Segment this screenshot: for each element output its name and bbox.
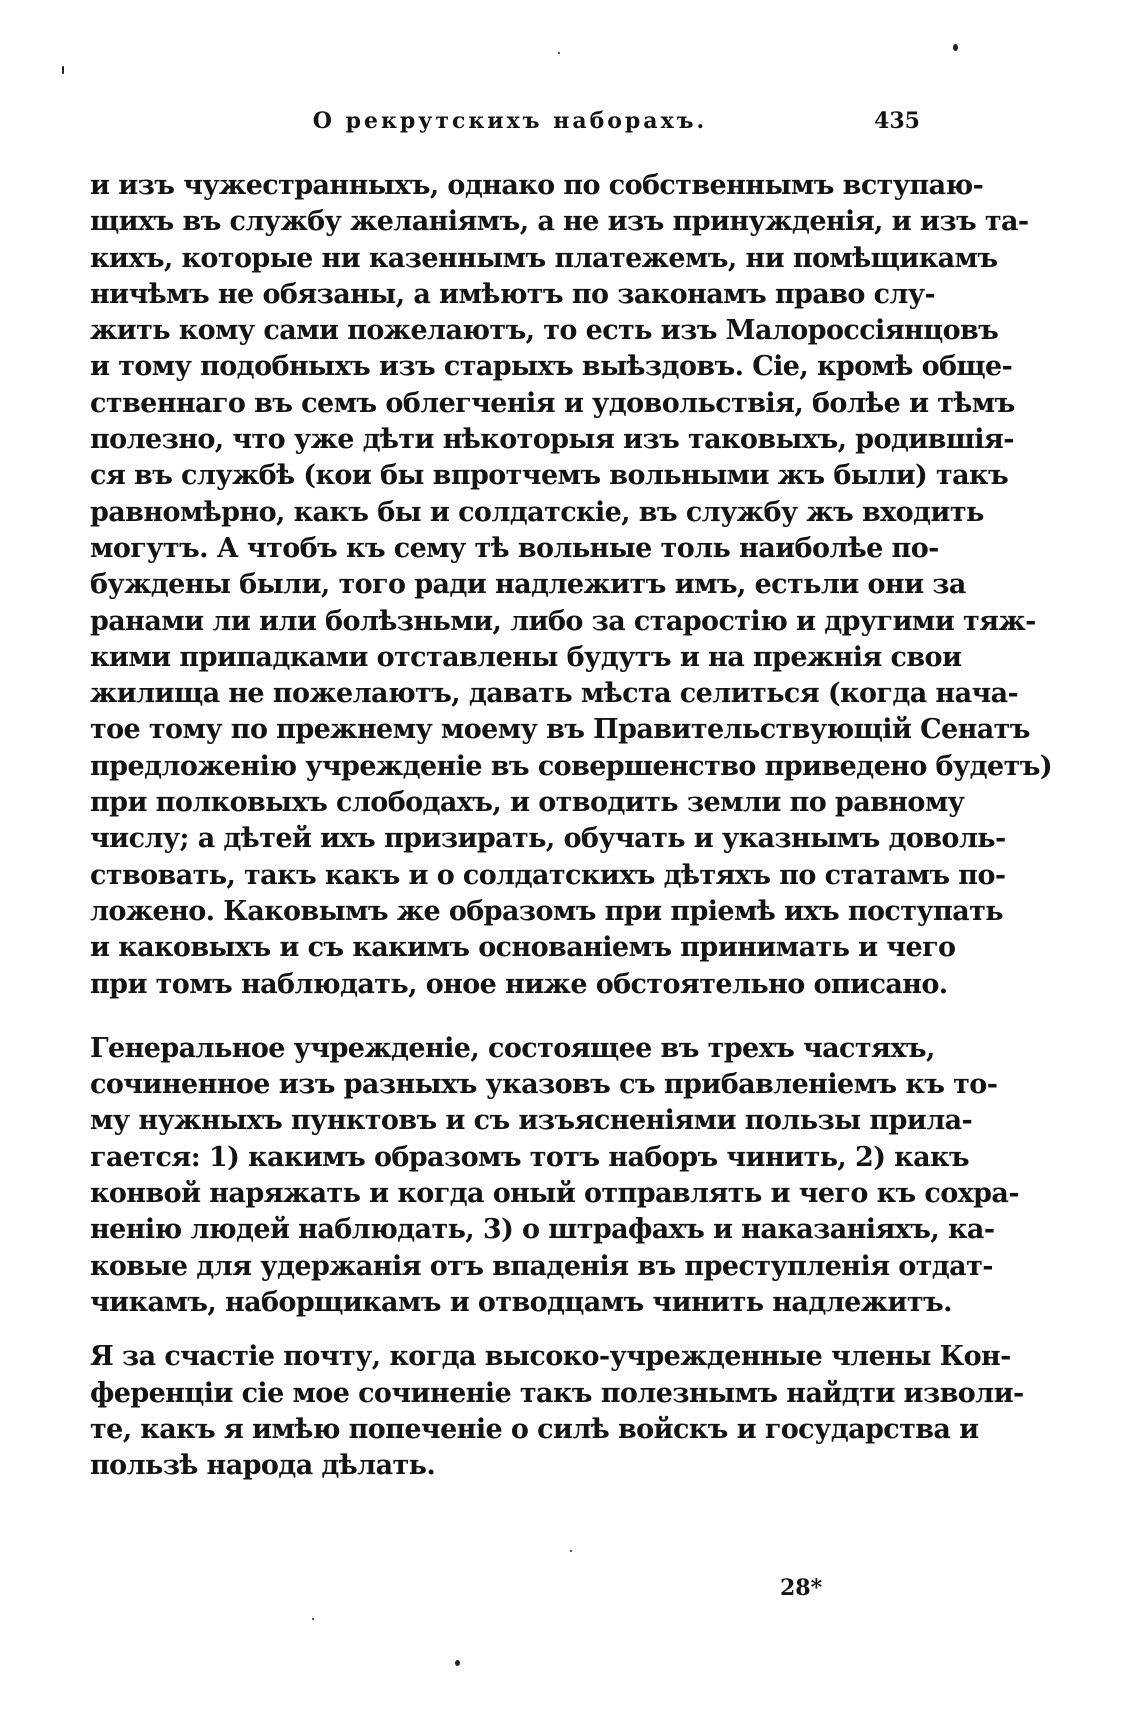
text-line: равномѣрно, какъ бы и солдатскіе, въ службу жъ входить <box>90 496 984 528</box>
text-line: пользѣ народа дѣлать. <box>90 1450 436 1482</box>
text-line: и тому подобныхъ изъ старыхъ выѣздовъ. Сіе, кромѣ обще- <box>90 351 1013 383</box>
text-line: буждены были, того ради надлежитъ имъ, естьли они за <box>90 569 966 601</box>
text-line: ковые для удержанія отъ впаденія въ преступленія отдат- <box>90 1250 993 1282</box>
paragraph-2 <box>90 1031 1019 1321</box>
text-line: при полковыхъ слободахъ, и отводить земли по равному <box>90 787 965 819</box>
text-line: гается: 1) какимъ образомъ тотъ наборъ чинить, 2) какъ <box>90 1141 969 1173</box>
text-line: ранами ли или болѣзньми, либо за старостію и другими тяж- <box>90 605 1036 637</box>
text-line: жилища не пожелаютъ, давать мѣста селиться (когда нача- <box>90 678 1019 710</box>
text-line: ференціи сіе мое сочиненіе такъ полезнымъ найдти изволи- <box>90 1377 1024 1409</box>
text-line: предложенію учрежденіе въ совершенство приведено будетъ) <box>90 750 1053 782</box>
text-line: те, какъ я имѣю попеченіе о силѣ войскъ и государства и <box>90 1413 979 1445</box>
text-line: чикамъ, наборщикамъ и отводцамъ чинить надлежитъ. <box>90 1286 952 1318</box>
text-line: и каковыхъ и съ какимъ основаніемъ принимать и чего <box>90 932 956 964</box>
text-line: кихъ, которые ни казеннымъ платежемъ, ни помѣщикамъ <box>90 242 998 274</box>
running-head <box>40 108 1060 142</box>
text-line: сочиненное изъ разныхъ указовъ съ прибавленіемъ къ то- <box>90 1069 998 1101</box>
text-line: конвой наряжать и когда оный отправлять и чего къ сохра- <box>90 1178 1019 1210</box>
text-line: жить кому сами пожелаютъ, то есть изъ Малороссіянцовъ <box>90 315 999 347</box>
text-line: полезно, что уже дѣти нѣкоторыя изъ таковыхъ, родившія- <box>90 424 1014 456</box>
text-line: Я за счастіе почту, когда высоко-учрежденные члены Кон- <box>90 1341 1011 1373</box>
signature-mark: 28* <box>780 1575 823 1601</box>
scan-speck <box>558 52 560 54</box>
text-line: ственнаго въ семъ облегченія и удовольствія, болѣе и тѣмъ <box>90 387 1015 419</box>
scan-speck <box>953 44 958 51</box>
text-line: ничѣмъ не обязаны, а имѣютъ по законамъ право слу- <box>90 278 936 310</box>
text-line: тое тому по прежнему моему въ Правительствующій Сенатъ <box>90 714 1030 746</box>
text-line: щихъ въ службу желаніямъ, а не изъ принужденія, и изъ та- <box>90 206 1029 238</box>
page-number: 435 <box>874 108 920 134</box>
body-text <box>90 168 1053 1484</box>
text-line: могутъ. А чтобъ къ сему тѣ вольные толь наиболѣе по- <box>90 532 939 564</box>
paragraph-1 <box>90 168 1053 1003</box>
scan-speck <box>62 66 64 74</box>
text-line: ся въ службѣ (кои бы впротчемъ вольными жъ были) такъ <box>90 460 1009 492</box>
text-line: кими припадками отставлены будутъ и на прежнія свои <box>90 641 962 673</box>
paragraph-3 <box>90 1339 1024 1484</box>
text-line: и изъ чужестранныхъ, однако по собственнымъ вступаю- <box>90 170 984 201</box>
text-line: при томъ наблюдать, оное ниже обстоятельно описано. <box>90 968 948 1000</box>
text-line: ствовать, такъ какъ и о солдатскихъ дѣтяхъ по статамъ по- <box>90 859 1006 891</box>
text-line: му нужныхъ пунктовъ и съ изъясненіями пользы прила- <box>90 1105 973 1137</box>
text-line: ложено. Каковымъ же образомъ при пріемѣ ихъ поступать <box>90 895 1004 927</box>
scan-speck <box>455 1660 460 1666</box>
text-line: числу; а дѣтей ихъ призирать, обучать и указнымъ доволь- <box>90 823 1006 855</box>
scan-speck <box>570 1550 572 1552</box>
text-line: Генеральное учрежденіе, состоящее въ трехъ частяхъ, <box>90 1032 935 1064</box>
scan-speck <box>312 1618 314 1620</box>
running-head-title: О рекрутскихъ наборахъ. <box>312 108 708 134</box>
text-line: ненію людей наблюдать, 3) о штрафахъ и наказаніяхъ, ка- <box>90 1214 995 1246</box>
